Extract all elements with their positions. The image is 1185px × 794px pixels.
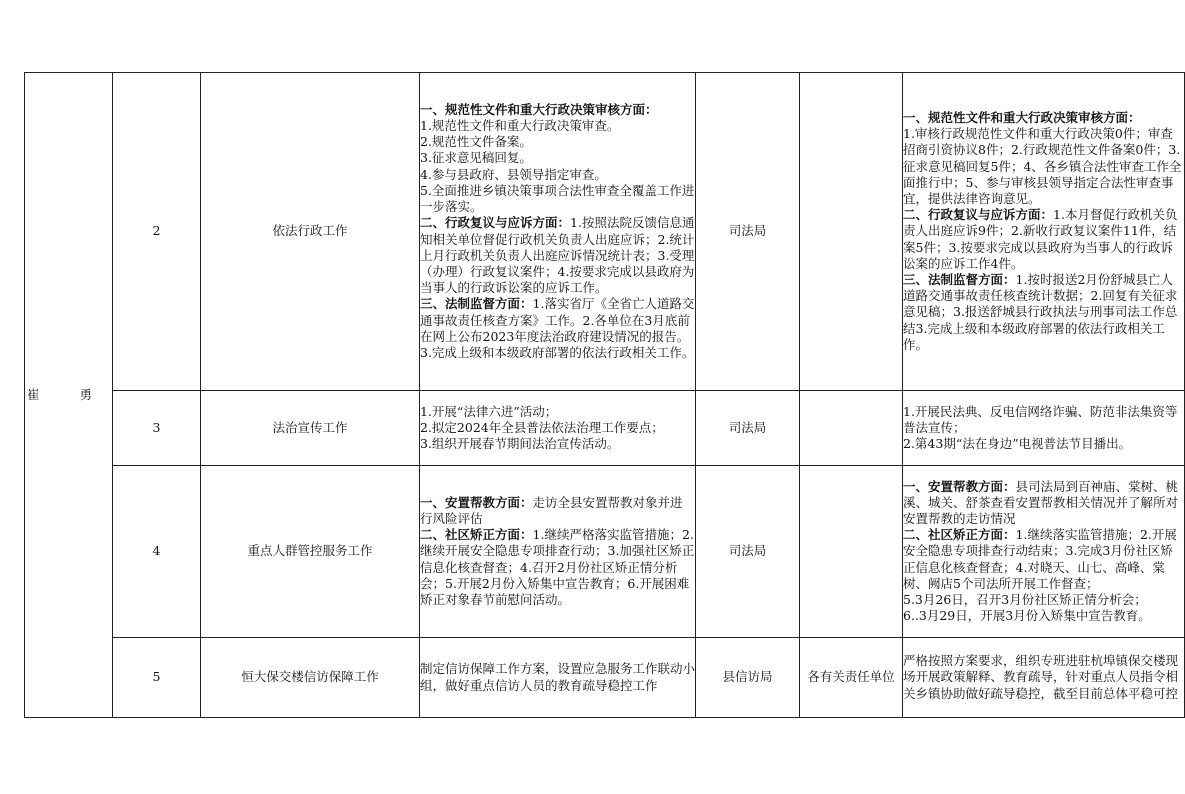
paragraph-text: 2.规范性文件备案。 (420, 134, 532, 150)
section-heading: 二、行政复议与应诉方面： (903, 207, 1054, 223)
lead-unit: 县信访局 (696, 638, 800, 718)
cell-paragraph (903, 527, 1184, 592)
task-name: 法治宣传工作 (201, 391, 420, 466)
responsible-person: 崔 勇 (25, 73, 113, 718)
cooperating-unit (800, 391, 903, 466)
paragraph-text: 3.组织开展春节期间法治宣传活动。 (420, 436, 620, 452)
cell-paragraph (420, 420, 695, 436)
row-number: 2 (113, 73, 201, 391)
progress-status (903, 391, 1185, 466)
progress-status (903, 73, 1185, 391)
lead-unit: 司法局 (696, 391, 800, 466)
section-heading: 一、安置帮教方面： (903, 478, 1016, 494)
table-row (25, 638, 1185, 718)
paragraph-text: 4.参与县政府、县领导指定审查。 (420, 166, 607, 182)
cooperating-unit (800, 466, 903, 638)
cell-paragraph (420, 661, 695, 693)
cell-paragraph (903, 207, 1184, 272)
section-heading: 一、规范性文件和重大行政决策审核方面： (420, 101, 658, 117)
work-plan (420, 466, 696, 638)
row-number: 3 (113, 391, 201, 466)
paragraph-text: 1.继续严格落实监管措施；2.继续开展安全隐患专项排查行动；3.加强社区矫正信息化核查督查；4.召开2月份社区矫正情分析会；5.开展2月份入矫集中宣告教育；6.开展困难矫正对象春节前慰问活动。 (420, 527, 695, 607)
cell-paragraph (420, 183, 695, 215)
cell-paragraph (420, 118, 695, 134)
cell-paragraph (903, 404, 1184, 436)
progress-status (903, 466, 1185, 638)
section-heading: 二、社区矫正方面： (420, 527, 533, 543)
table-row (25, 73, 1185, 391)
cooperating-unit: 各有关责任单位 (800, 638, 903, 718)
cell-paragraph (420, 134, 695, 150)
cell-paragraph (420, 215, 695, 296)
cooperating-unit (800, 73, 903, 391)
paragraph-text: 1.审核行政规范性文件和重大行政决策0件；审查招商引资协议8件；2.行政规范性文件备案0件；3.征求意见稿回复5件；4、各乡镇合法性审查工作全面推行中；5、参与审核县领导指定合法性审查事宜，提供法律咨询意见。 (903, 126, 1182, 206)
cell-paragraph (420, 527, 695, 608)
cell-paragraph (903, 653, 1184, 702)
lead-unit: 司法局 (696, 466, 800, 638)
cell-paragraph (903, 436, 1184, 452)
paragraph-text: 3.征求意见稿回复。 (420, 150, 532, 166)
section-heading: 一、规范性文件和重大行政决策审核方面： (903, 109, 1141, 125)
lead-unit: 司法局 (696, 73, 800, 391)
cell-paragraph (903, 126, 1184, 207)
section-heading: 二、社区矫正方面： (903, 527, 1016, 543)
paragraph-text: 6..3月29日，开展3月份入矫集中宣告教育。 (903, 608, 1151, 624)
paragraph-text: 严格按照方案要求，组织专班进驻杭埠镇保交楼现场开展政策解释、教育疏导，针对重点人员指令相关乡镇协助做好疏导稳控，截至目前总体平稳可控 (903, 653, 1179, 701)
section-heading: 三、法制监督方面： (903, 272, 1016, 287)
cell-paragraph (903, 272, 1184, 353)
progress-status (903, 638, 1185, 718)
task-name: 重点人群管控服务工作 (201, 466, 420, 638)
cell-paragraph (420, 436, 695, 452)
cell-paragraph (420, 404, 695, 420)
paragraph-text: 1.按时报送2月份舒城县亡人道路交通事故责任核查统计数据；2.回复有关征求意见稿；3.报送舒城县行政执法与刑事司法工作总结3.完成上级和本级政府部署的依法行政相关工作。 (903, 272, 1178, 352)
task-name: 依法行政工作 (201, 73, 420, 391)
paragraph-text: 1.规范性文件和重大行政决策审查。 (420, 118, 620, 134)
paragraph-text: 1.落实省厅《全省亡人道路交通事故责任核查方案》工作。2.各单位在3月底前在网上公布2023年度法治政府建设情况的报告。3.完成上级和本级政府部署的依法行政相关工作。 (420, 296, 695, 360)
paragraph-text: 走访全县安置帮教对象并进行风险评估 (420, 494, 683, 526)
paragraph-text: 5.3月26日，召开3月份社区矫正情分析会； (903, 592, 1147, 607)
work-plan (420, 73, 696, 391)
paragraph-text: 2.拟定2024年全县普法依法治理工作要点； (420, 419, 664, 435)
section-heading: 一、安置帮教方面： (420, 494, 533, 510)
cell-paragraph (420, 150, 695, 166)
cell-paragraph (903, 110, 1184, 126)
section-heading: 二、行政复议与应诉方面： (420, 215, 571, 231)
paragraph-text: 县司法局到百神庙、棠树、桃溪、城关、舒茶查看安置帮教相关情况并了解所对安置帮教的走访情况 (903, 478, 1179, 526)
paragraph-text: 1.开展民法典、反电信网络诈骗、防范非法集资等普法宣传； (903, 403, 1178, 435)
cell-paragraph (903, 608, 1184, 624)
table-row (25, 391, 1185, 466)
cell-paragraph (420, 102, 695, 118)
task-name: 恒大保交楼信访保障工作 (201, 638, 420, 718)
paragraph-text: 1.本月督促行政机关负责人出庭应诉9件；2.新收行政复议案件11件，结案5件；3.按要求完成以县政府为当事人的行政诉讼案的应诉工作4件。 (903, 207, 1178, 271)
work-plan (420, 391, 696, 466)
paragraph-text: 1.开展“法律六进”活动； (420, 403, 558, 419)
paragraph-text: 5.全面推进乡镇决策事项合法性审查全覆盖工作进一步落实。 (420, 182, 695, 215)
section-heading: 三、法制监督方面： (420, 296, 533, 312)
paragraph-text: 制定信访保障工作方案，设置应急服务工作联动小组，做好重点信访人员的教育疏导稳控工作 (420, 661, 696, 693)
cell-paragraph (420, 495, 695, 527)
cell-paragraph (420, 296, 695, 361)
cell-paragraph (420, 167, 695, 183)
paragraph-text: 2.第43期“法在身边”电视普法节目播出。 (903, 436, 1132, 452)
cell-paragraph (903, 479, 1184, 528)
table-row (25, 466, 1185, 638)
row-number: 4 (113, 466, 201, 638)
work-progress-table (24, 72, 1185, 718)
row-number: 5 (113, 638, 201, 718)
cell-paragraph (903, 592, 1184, 608)
paragraph-text: 1.按照法院反馈信息通知相关单位督促行政机关负责人出庭应诉；2.统计上月行政机关负责人出庭应诉情况统计表；3.受理（办理）行政复议案件；4.按要求完成以县政府为当事人的行政诉讼案的应诉工作。 (420, 215, 695, 296)
work-plan (420, 638, 696, 718)
paragraph-text: 1.继续落实监管措施；2.开展安全隐患专项排查行动结束；3.完成3月份社区矫正信息化核查督查；4.对晓天、山七、高峰、棠树、阙店5个司法所开展工作督查； (903, 527, 1177, 591)
